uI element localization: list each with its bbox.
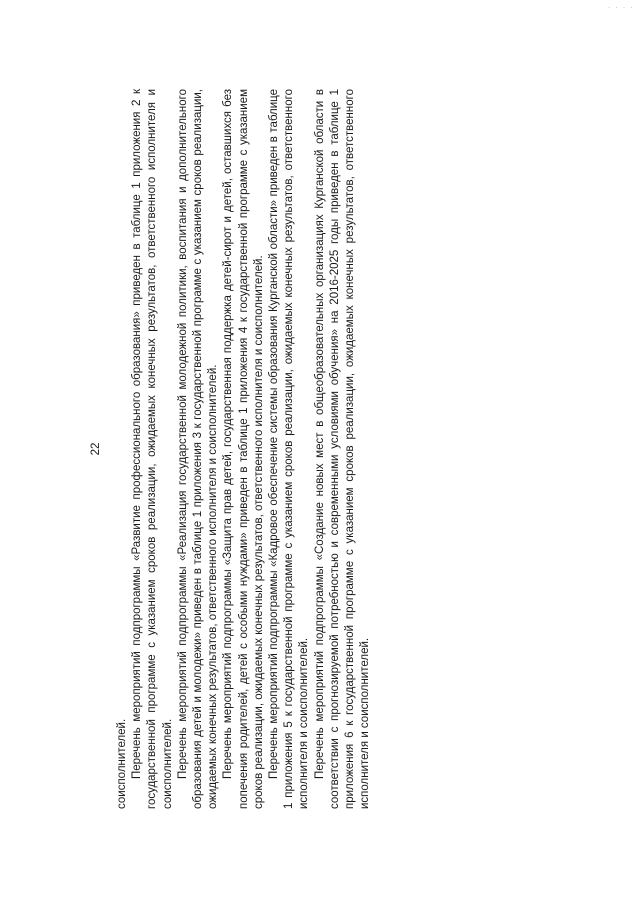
rotated-page (89, 89, 373, 809)
paragraph-5: Перечень мероприятий подпрограммы «Создание новых мест в общеобразовательных организациях Курганской области в соответствии с прогнозируемой потребностью и современными условиями обучения» на 2016-2025 годы приведен в таблице 1 приложения 6 к государственной программе с указанием сроков реализации, ожидаемых конечных результатов, ответственного исполнителя и соисполнителей. (313, 89, 372, 809)
paragraph-4: Перечень мероприятий подпрограммы «Кадровое обеспечение системы образования Курганской области» приведен в таблице 1 приложения 5 к государственной программе с указанием сроков реализации, ожидаемых конечных результатов, ответственного исполнителя и соисполнителей. (268, 89, 311, 809)
paragraph-1: Перечень мероприятий подпрограммы «Развитие профессионального образования» приведен в таблице 1 приложения 2 к государственной программе с указанием сроков реализации, ожидаемых конечных результатов, ответственного исполнителя и соисполнителей. (131, 89, 174, 809)
paragraph-3: Перечень мероприятий подпрограммы «Защита прав детей, государственная поддержка детей-сирот и детей, оставшихся без попечения родителей, детей с особыми нуждами» приведен в таблице 1 приложения 4 к государственной программе с указанием сроков реализации, ожидаемых конечных результатов, ответственного исполнителя и соисполнителей. (222, 89, 265, 809)
corner-mark: · · · · (607, 2, 634, 12)
paragraph-2: Перечень мероприятий подпрограммы «Реализация государственной молодежной политики, воспитания и дополнительного образования детей и молодежи» приведен в таблице 1 приложения 3 к государственной программе с указанием сроков реализации, ожидаемых конечных результатов, ответственного исполнителя и соисполнителей. (176, 89, 220, 809)
paragraph-0: соисполнителей. (116, 718, 128, 809)
document-body (115, 89, 373, 809)
page-number: 22 (90, 442, 102, 456)
